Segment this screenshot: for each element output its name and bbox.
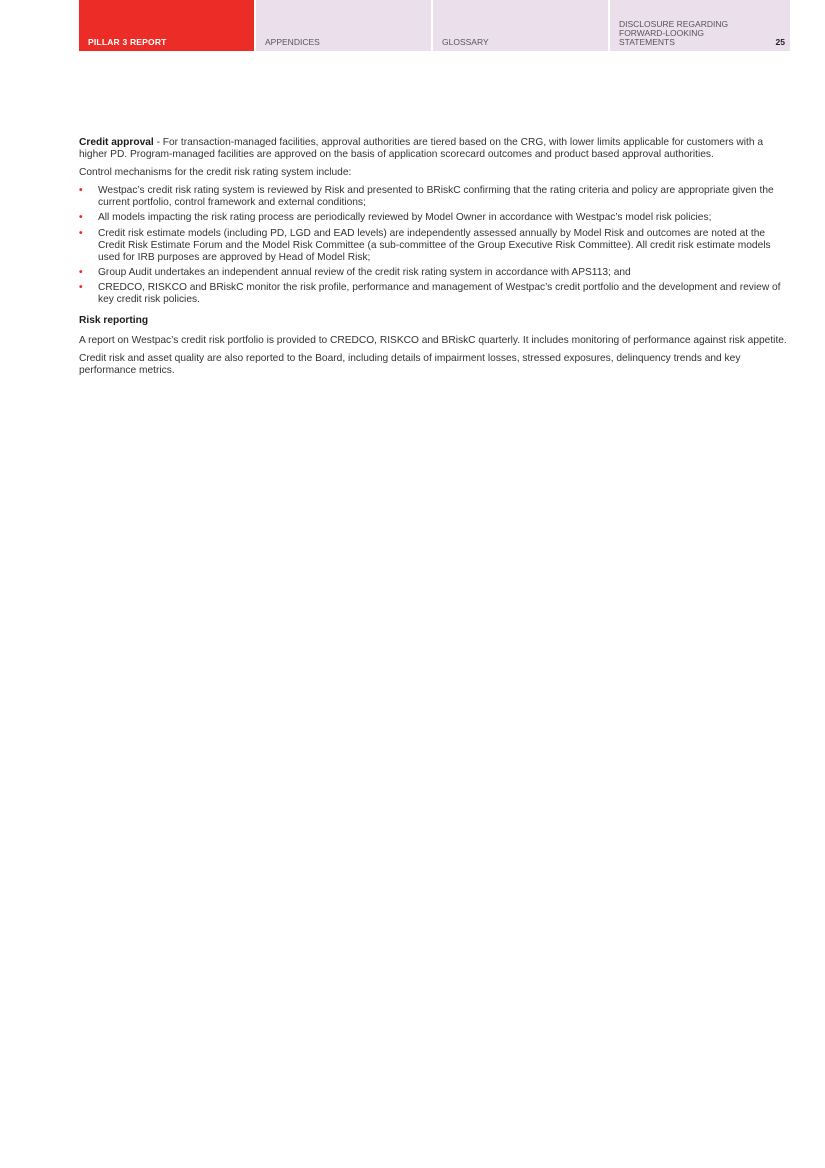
list-item bbox=[79, 185, 791, 209]
bullet-icon: • bbox=[79, 185, 83, 197]
list-item bbox=[79, 267, 791, 279]
credit-approval-heading: Credit approval bbox=[79, 137, 154, 148]
list-item-text: Westpac’s credit risk rating system is reviewed by Risk and presented to BRiskC confirming that the rating criteria and policy are appropriate given the current portfolio, control framework and external conditions; bbox=[98, 185, 774, 209]
tab-label: PILLAR 3 REPORT bbox=[88, 37, 167, 47]
bullet-icon: • bbox=[79, 212, 83, 224]
list-item bbox=[79, 212, 791, 224]
tab-label: DISCLOSURE REGARDING FORWARD-LOOKING STATEMENTS bbox=[619, 19, 729, 47]
list-item-text: CREDCO, RISKCO and BRiskC monitor the risk profile, performance and management of Westpac’s credit portfolio and the development and review of key credit risk policies. bbox=[98, 281, 781, 306]
risk-reporting-paragraph: A report on Westpac’s credit risk portfolio is provided to CREDCO, RISKCO and BRiskC quarterly. It includes monitoring of performance against risk appetite. bbox=[79, 335, 787, 347]
bullet-icon: • bbox=[79, 227, 83, 239]
list-item bbox=[79, 228, 791, 264]
tab-glossary[interactable] bbox=[433, 0, 608, 51]
control-mechanisms-intro: Control mechanisms for the credit risk rating system include: bbox=[79, 167, 352, 179]
credit-approval-text: - For transaction-managed facilities, approval authorities are tiered based on the CRG, with lower limits applicable for customers with a higher PD. Program-managed facilities are approved on the basis of application scorecard outcomes and product based approval authorities. bbox=[79, 137, 763, 161]
credit-approval-paragraph bbox=[79, 137, 791, 161]
tab-appendices[interactable] bbox=[256, 0, 431, 51]
list-item-text: Credit risk estimate models (including PD, LGD and EAD levels) are independently assessed annually by Model Risk and outcomes are noted at the Credit Risk Estimate Forum and the Model Risk Committee (a sub-committee of the Group Executive Risk Committee). All credit risk estimate models used for IRB purposes are approved by Head of Model Risk; bbox=[98, 227, 771, 263]
main-content bbox=[79, 137, 791, 384]
list-item bbox=[79, 282, 791, 306]
list-item-text: All models impacting the risk rating process are periodically reviewed by Model Owner in accordance with Westpac’s model risk policies; bbox=[98, 212, 712, 224]
tab-disclosure-forward-looking-statements[interactable] bbox=[610, 0, 790, 51]
risk-reporting-heading: Risk reporting bbox=[79, 315, 149, 327]
bullet-icon: • bbox=[79, 266, 83, 278]
bullet-icon: • bbox=[79, 281, 83, 293]
page-number: 25 bbox=[775, 37, 785, 47]
list-item-text: Group Audit undertakes an independent annual review of the credit risk rating system in accordance with APS113; and bbox=[98, 266, 631, 278]
tab-pillar-3-report[interactable] bbox=[79, 0, 254, 51]
top-navigation bbox=[79, 0, 790, 51]
control-mechanisms-list bbox=[79, 185, 791, 306]
tab-label: APPENDICES bbox=[265, 37, 320, 47]
risk-reporting-paragraph: Credit risk and asset quality are also reported to the Board, including details of impairment losses, stressed exposures, delinquency trends and key performance metrics. bbox=[79, 353, 741, 377]
tab-label: GLOSSARY bbox=[442, 37, 489, 47]
